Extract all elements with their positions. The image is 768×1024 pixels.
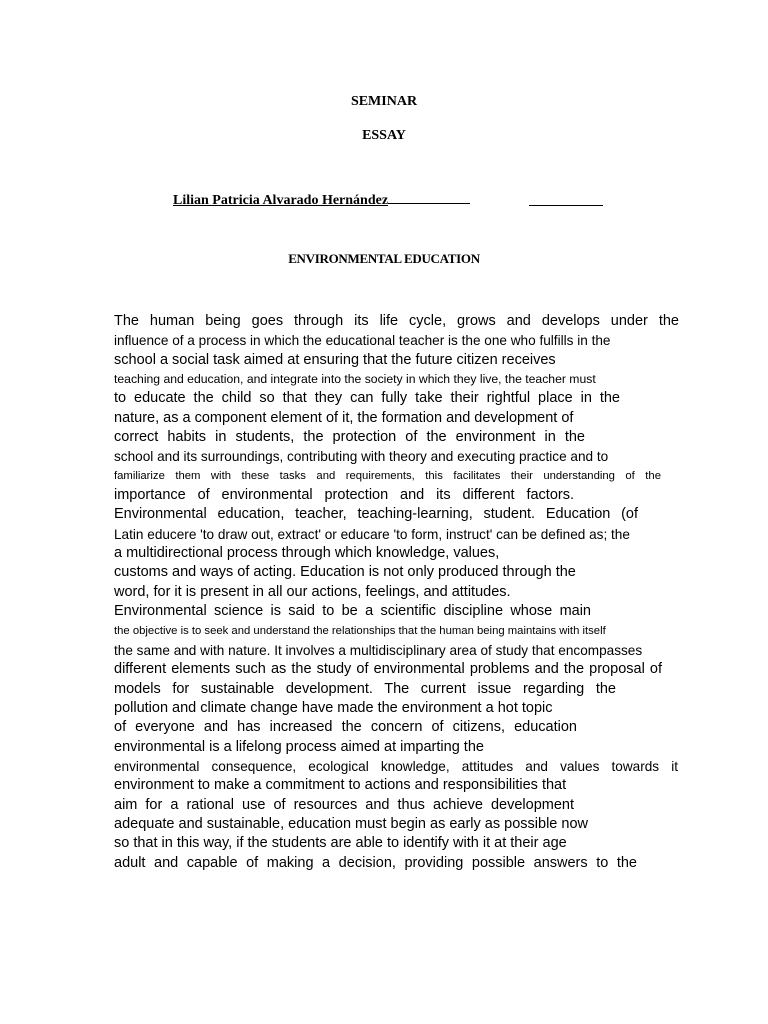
- body-line: Latin educere 'to draw out, extract' or educare 'to form, instruct' can be defined as; the: [114, 526, 630, 542]
- body-line: models for sustainable development. The current issue regarding the: [114, 680, 616, 697]
- body-line: importance of environmental protection and its different factors.: [114, 487, 574, 504]
- body-line: adult and capable of making a decision, providing possible answers to the: [114, 854, 637, 871]
- signature-blank-underline: [529, 189, 603, 206]
- body-line: customs and ways of acting. Education is not only produced through the: [114, 564, 576, 581]
- body-line: adequate and sustainable, education must begin as early as possible now: [114, 815, 588, 832]
- body-line: to educate the child so that they can fully take their rightful place in the: [114, 390, 620, 407]
- body-line: Environmental education, teacher, teaching-learning, student. Education (of: [114, 506, 638, 523]
- body-line: Environmental science is said to be a scientific discipline whose main: [114, 603, 591, 620]
- body-line: environment to make a commitment to actions and responsibilities that: [114, 777, 567, 794]
- essay-body: [114, 312, 679, 873]
- body-line: influence of a process in which the educational teacher is the one who fulfills in the: [114, 333, 611, 349]
- body-line: a multidirectional process through which knowledge, values,: [114, 545, 500, 562]
- author-blank-underline: [388, 189, 470, 204]
- body-line: word, for it is present in all our actions, feelings, and attitudes.: [114, 583, 511, 600]
- author-line: [173, 189, 470, 209]
- body-line: teaching and education, and integrate into the society in which they live, the teacher must: [114, 372, 596, 387]
- body-line: different elements such as the study of environmental problems and the proposal of: [114, 661, 662, 678]
- author-name: Lilian Patricia Alvarado Hernández: [173, 193, 389, 208]
- body-line: correct habits in students, the protection of the environment in the: [114, 429, 585, 446]
- body-line: pollution and climate change have made the environment a hot topic: [114, 699, 553, 716]
- body-line: so that in this way, if the students are able to identify with it at their age: [114, 835, 567, 852]
- body-line: of everyone and has increased the concern of citizens, education: [114, 719, 577, 736]
- essay-heading: ESSAY: [362, 128, 406, 143]
- body-line: nature, as a component element of it, the formation and development of: [114, 409, 574, 426]
- body-line: environmental is a lifelong process aimed at imparting the: [114, 738, 484, 755]
- seminar-heading: SEMINAR: [350, 94, 418, 109]
- body-line: the objective is to seek and understand the relationships that the human being maintains with itself: [114, 624, 606, 637]
- body-line: aim for a rational use of resources and thus achieve development: [114, 796, 574, 813]
- body-line: school a social task aimed at ensuring that the future citizen receives: [114, 351, 556, 368]
- body-line: school and its surroundings, contributing with theory and executing practice and to: [114, 449, 609, 465]
- essay-title: ENVIRONMENTAL EDUCATION: [288, 251, 480, 266]
- body-line: familiarize them with these tasks and requirements, this facilitates their understanding of the: [114, 469, 661, 482]
- body-line: the same and with nature. It involves a multidisciplinary area of study that encompasses: [114, 642, 643, 658]
- body-line: environmental consequence, ecological knowledge, attitudes and values towards it: [114, 758, 678, 774]
- body-line: The human being goes through its life cycle, grows and develops under the: [114, 313, 679, 329]
